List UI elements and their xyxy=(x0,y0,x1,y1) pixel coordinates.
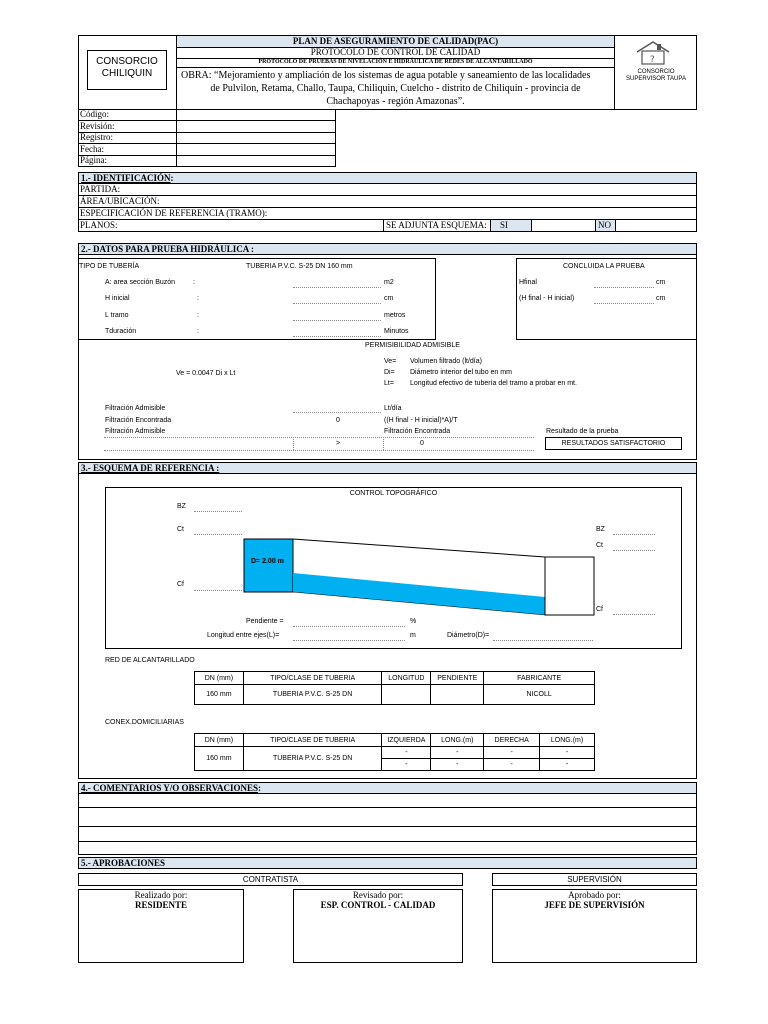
conex-cell-tipo: TUBERIA P.V.C. S-25 DN xyxy=(243,747,382,771)
compare-value: 0 xyxy=(420,440,424,447)
conex-header-derecha: DERECHA xyxy=(484,734,540,747)
manhole-right xyxy=(545,557,594,615)
encontrada-value: 0 xyxy=(336,417,340,424)
lt-label: Lt= xyxy=(384,380,394,387)
conex-cell: - xyxy=(431,747,484,759)
unit-cm-final: cm xyxy=(656,279,666,286)
ct-left-label: Ct xyxy=(177,526,184,533)
aprobado-label: Aprobado por: xyxy=(568,890,621,900)
meta-revision: Revisión: xyxy=(80,121,115,131)
bz-right-label: BZ xyxy=(596,526,605,533)
area-label: ÁREA/UBICACIÓN: xyxy=(80,196,160,206)
red-header-longitud: LONGITUD xyxy=(382,672,431,685)
planos-label: PLANOS: xyxy=(80,220,118,230)
contratista-label: CONTRATISTA xyxy=(242,875,299,884)
svg-text:?: ? xyxy=(650,55,655,65)
aprobado-role: JEFE DE SUPERVISIÓN xyxy=(544,900,645,910)
especificacion-label: ESPECIFICACIÓN DE REFERENCIA (TRAMO): xyxy=(80,208,268,218)
protocol-name: PROTOCOLO DE PRUEBAS DE NIVELACIÓN E HIDRÁULICA DE REDES DE ALCANTARILLADO xyxy=(258,59,533,65)
checkbox-si[interactable]: SI xyxy=(500,220,509,230)
conex-table xyxy=(194,733,595,771)
checkbox-no[interactable]: NO xyxy=(598,220,611,230)
revisado-label: Revisado por: xyxy=(352,890,404,900)
conex-header-dn: DN (mm) xyxy=(195,734,244,747)
section2-header: 2.- DATOS PARA PRUEBA HIDRÁULICA : xyxy=(78,243,697,255)
resultado-value: RESULTADOS SATISFACTORIO xyxy=(561,440,666,447)
conex-cell: - xyxy=(484,759,540,771)
comments-area[interactable] xyxy=(78,793,697,855)
bz-left-label: BZ xyxy=(177,503,186,510)
company-left-line2: CHILIQUIN xyxy=(101,68,153,79)
partida-label: PARTIDA: xyxy=(80,184,121,194)
conex-cell: - xyxy=(431,759,484,771)
conex-cell: - xyxy=(484,747,540,759)
ct-right-label: Ct xyxy=(596,542,603,549)
ve-label: Ve= xyxy=(384,358,397,365)
conex-cell: - xyxy=(382,759,431,771)
section5-header: 5.- APROBACIONES xyxy=(78,857,697,869)
resultado-label: Resultado de la prueba xyxy=(546,428,619,435)
encontrada-formula: ((H final - H inicial)*A)/T xyxy=(384,417,458,424)
colon: : xyxy=(193,279,195,286)
tipo-tuberia-value: TUBERIA P.V.C. S-25 DN 160 mm xyxy=(246,263,353,270)
filtracion-encontrada-label: Filtración Encontrada xyxy=(105,417,172,424)
obra-line3: Chachapoyas - región Amazonas”. xyxy=(326,96,465,107)
filtracion-encontrada-label-2: Filtración Encontrada xyxy=(384,428,451,435)
red-cell-pendiente xyxy=(431,685,484,705)
red-header-fabricante: FABRICANTE xyxy=(484,672,595,685)
conex-domiciliarias-label: CONEX.DOMICILIARIAS xyxy=(105,719,184,726)
ve-desc: Volumen filtrado (lt/día) xyxy=(410,358,482,365)
unit-cm-diff: cm xyxy=(656,295,666,302)
area-seccion-label: A: area sección Buzón xyxy=(105,279,176,286)
conex-cell-dn: 160 mm xyxy=(195,747,244,771)
section1-header: 1.- IDENTIFICACIÓN: xyxy=(78,172,697,184)
realizado-role: RESIDENTE xyxy=(134,900,188,910)
cf-left-label: Cf xyxy=(177,581,184,588)
obra-line1: OBRA: “Mejoramiento y ampliación de los sistemas de agua potable y saneamiento de las localidades xyxy=(181,70,591,81)
obra-line2: de Pulvilon, Retama, Challo, Taupa, Chiliquin, Cuelcho - distrito de Chiliquin - provincia de xyxy=(210,83,581,94)
section3-header: 3.- ESQUEMA DE REFERENCIA : xyxy=(78,462,697,474)
permisibilidad-label: PERMISIBILIDAD ADMISIBLE xyxy=(365,342,460,349)
di-desc: Diámetro interior del tubo en mm xyxy=(410,369,512,376)
t-duracion-label: Tduración xyxy=(105,328,137,335)
sewer-profile-diagram xyxy=(240,535,600,620)
h-inicial-label: H inicial xyxy=(105,295,130,302)
meta-codigo: Código: xyxy=(80,109,110,119)
conex-cell: - xyxy=(540,747,595,759)
red-header-tipo: TIPO/CLASE DE TUBERIA xyxy=(243,672,382,685)
company-right-line1: CONSORCIO xyxy=(637,69,675,75)
unit-m2: m2 xyxy=(384,279,394,286)
conex-header-izquierda: IZQUIERDA xyxy=(382,734,431,747)
unit-minutos: Minutos xyxy=(384,328,409,335)
conex-header-long-der: LONG.(m) xyxy=(540,734,595,747)
realizado-label: Realizado por: xyxy=(134,890,188,900)
conex-header-long-izq: LONG.(m) xyxy=(431,734,484,747)
l-tramo-label: L tramo xyxy=(105,312,129,319)
document-title: PLAN DE ASEGURAMIENTO DE CALIDAD(PAC) xyxy=(292,36,499,46)
colon: : xyxy=(197,312,199,319)
formula-label: Ve = 0.0047 Di x Lt xyxy=(176,370,236,377)
red-cell-dn: 160 mm xyxy=(195,685,244,705)
diameter-label: D= 2.00 m xyxy=(251,558,284,565)
colon: : xyxy=(197,328,199,335)
filtracion-admisible-label-2: Filtración Admisible xyxy=(105,428,166,435)
company-right-line2: SUPERVISOR TAUPA xyxy=(626,76,686,82)
red-header-dn: DN (mm) xyxy=(195,672,244,685)
cf-right-label: Cf xyxy=(596,606,603,613)
longitud-label: Longitud entre ejes(L)= xyxy=(207,632,280,639)
colon: : xyxy=(197,295,199,302)
pipe-section xyxy=(293,573,545,615)
meta-pagina: Página: xyxy=(80,155,107,165)
lt-desc: Longitud efectivo de tubería del tramo a probar en mt. xyxy=(410,380,577,387)
unit-m-label: m xyxy=(410,632,416,639)
unit-metros: metros xyxy=(384,312,406,319)
section4-header: 4.- COMENTARIOS Y/O OBSERVACIONES: xyxy=(78,782,697,794)
control-topografico-label: CONTROL TOPOGRÁFICO xyxy=(349,490,438,497)
red-table xyxy=(194,671,595,705)
filtracion-admisible-label: Filtración Admisible xyxy=(105,405,166,412)
red-cell-longitud xyxy=(382,685,431,705)
di-label: Di= xyxy=(384,369,395,376)
compare-symbol: > xyxy=(336,440,341,447)
conex-cell: - xyxy=(382,747,431,759)
conex-cell: - xyxy=(540,759,595,771)
conex-header-tipo: TIPO/CLASE DE TUBERIA xyxy=(243,734,382,747)
document-subtitle: PROTOCOLO DE CONTROL DE CALIDAD xyxy=(310,47,481,57)
company-left-line1: CONSORCIO xyxy=(96,56,158,67)
unit-lt-dia: Lt/día xyxy=(384,405,402,412)
h-diff-label: (H final - H inicial) xyxy=(519,295,575,302)
red-cell-tipo: TUBERIA P.V.C. S-25 DN xyxy=(243,685,382,705)
supervision-label: SUPERVISIÓN xyxy=(567,875,622,884)
red-header-pendiente: PENDIENTE xyxy=(431,672,484,685)
house-logo-icon xyxy=(633,40,673,66)
revisado-role: ESP. CONTROL - CALIDAD xyxy=(320,900,436,910)
tipo-tuberia-label: TIPO DE TUBERÍA xyxy=(79,263,140,270)
meta-table xyxy=(78,109,336,167)
meta-fecha: Fecha: xyxy=(80,144,104,154)
unit-cm: cm xyxy=(384,295,394,302)
meta-registro: Registro: xyxy=(80,132,113,142)
diametro-label: Diámetro(D)= xyxy=(447,632,490,639)
se-adjunta-label: SE ADJUNTA ESQUEMA: xyxy=(386,220,487,230)
red-alcantarillado-label: RED DE ALCANTARILLADO xyxy=(105,657,195,664)
pendiente-label: Pendiente = xyxy=(246,618,284,625)
concluida-label: CONCLUIDA LA PRUEBA xyxy=(563,263,645,270)
percent-label: % xyxy=(410,618,417,625)
h-final-label: Hfinal xyxy=(519,279,537,286)
red-cell-fabricante: NICOLL xyxy=(484,685,595,705)
